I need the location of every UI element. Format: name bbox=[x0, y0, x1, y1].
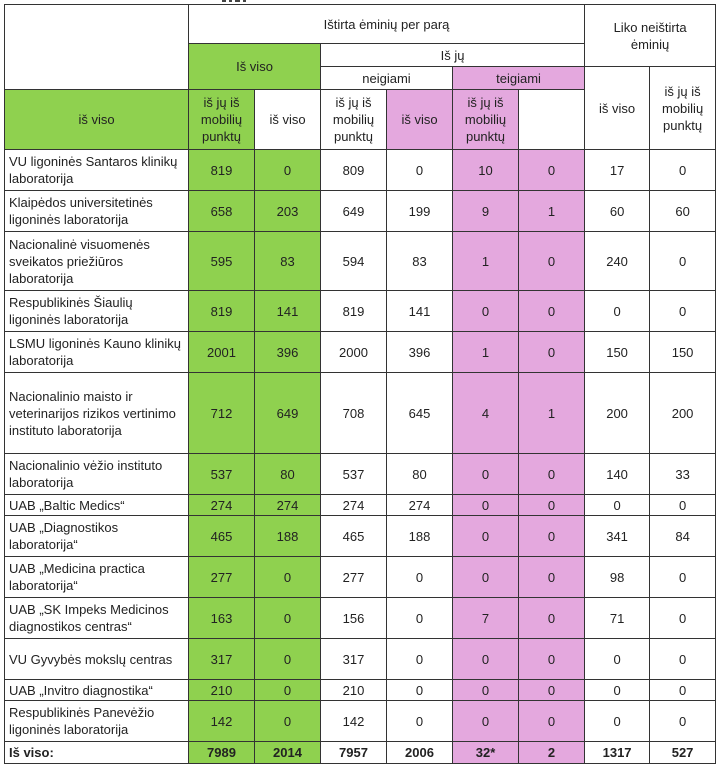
remaining-cell: 0 bbox=[585, 639, 650, 680]
total-cell: 210 bbox=[189, 680, 255, 701]
total-cell: 274 bbox=[189, 495, 255, 516]
total-cell: 537 bbox=[189, 454, 255, 495]
remaining-cell: 17 bbox=[585, 150, 650, 191]
total-cell: 2001 bbox=[189, 332, 255, 373]
table-row bbox=[5, 332, 716, 373]
total-cell: 819 bbox=[189, 150, 255, 191]
negative-cell: 210 bbox=[321, 680, 387, 701]
total-mobile-cell: 649 bbox=[255, 373, 321, 454]
positive-cell: 9 bbox=[453, 191, 519, 232]
negative-mobile-cell: 274 bbox=[387, 495, 453, 516]
total-cell: 465 bbox=[189, 516, 255, 557]
negative-cell: 274 bbox=[321, 495, 387, 516]
lab-name-cell: UAB „Invitro diagnostika“ bbox=[5, 680, 189, 701]
total-remaining-mobile-cell: 527 bbox=[650, 742, 716, 764]
remaining-mobile-cell: 150 bbox=[650, 332, 716, 373]
header-positive: teigiami bbox=[453, 67, 585, 90]
positive-mobile-cell: 0 bbox=[519, 332, 585, 373]
lab-name-cell: UAB „Medicina practica laboratorija“ bbox=[5, 557, 189, 598]
total-row bbox=[5, 742, 716, 764]
remaining-cell: 200 bbox=[585, 373, 650, 454]
positive-cell: 1 bbox=[453, 332, 519, 373]
total-mobile-cell: 396 bbox=[255, 332, 321, 373]
lab-name-cell: Nacionalinė visuomenės sveikatos priežiūros laboratorija bbox=[5, 232, 189, 291]
total-total-cell: 7989 bbox=[189, 742, 255, 764]
header-row-1 bbox=[5, 5, 716, 44]
total-cell: 277 bbox=[189, 557, 255, 598]
positive-cell: 4 bbox=[453, 373, 519, 454]
remaining-mobile-cell: 200 bbox=[650, 373, 716, 454]
positive-cell: 0 bbox=[453, 291, 519, 332]
positive-mobile-cell: 0 bbox=[519, 232, 585, 291]
total-label: Iš viso: bbox=[5, 742, 189, 764]
negative-mobile-cell: 0 bbox=[387, 701, 453, 742]
negative-mobile-cell: 645 bbox=[387, 373, 453, 454]
negative-mobile-cell: 80 bbox=[387, 454, 453, 495]
positive-cell: 0 bbox=[453, 701, 519, 742]
remaining-cell: 0 bbox=[585, 291, 650, 332]
remaining-mobile-cell: 0 bbox=[650, 291, 716, 332]
table-row bbox=[5, 232, 716, 291]
table-row bbox=[5, 639, 716, 680]
remaining-mobile-cell: 60 bbox=[650, 191, 716, 232]
total-total-mobile-cell: 2014 bbox=[255, 742, 321, 764]
lab-name-cell: UAB „Diagnostikos laboratorija“ bbox=[5, 516, 189, 557]
table-row bbox=[5, 291, 716, 332]
remaining-cell: 0 bbox=[585, 495, 650, 516]
header-of-total: Iš viso bbox=[189, 44, 321, 90]
remaining-mobile-cell: 0 bbox=[650, 232, 716, 291]
table-row bbox=[5, 454, 716, 495]
header-remaining-mobile: iš jų iš mobilių punktų bbox=[650, 67, 716, 150]
header-negative: neigiami bbox=[321, 67, 453, 90]
total-negative-cell: 7957 bbox=[321, 742, 387, 764]
positive-mobile-cell: 1 bbox=[519, 373, 585, 454]
negative-cell: 317 bbox=[321, 639, 387, 680]
total-cell: 317 bbox=[189, 639, 255, 680]
positive-cell: 0 bbox=[453, 680, 519, 701]
header-total-mobile: iš jų iš mobilių punktų bbox=[189, 90, 255, 150]
positive-cell: 0 bbox=[453, 516, 519, 557]
total-mobile-cell: 80 bbox=[255, 454, 321, 495]
table-row bbox=[5, 598, 716, 639]
positive-mobile-cell: 0 bbox=[519, 557, 585, 598]
table-body bbox=[5, 5, 716, 764]
lab-name-cell: UAB „Baltic Medics“ bbox=[5, 495, 189, 516]
lab-name-cell: VU Gyvybės mokslų centras bbox=[5, 639, 189, 680]
table-row bbox=[5, 150, 716, 191]
total-remaining-cell: 1317 bbox=[585, 742, 650, 764]
header-corner-cell bbox=[5, 5, 189, 90]
lab-results-table bbox=[4, 4, 716, 764]
total-cell: 658 bbox=[189, 191, 255, 232]
header-tested-per-day: Ištirta ėminių per parą bbox=[189, 5, 585, 44]
negative-mobile-cell: 199 bbox=[387, 191, 453, 232]
total-cell: 595 bbox=[189, 232, 255, 291]
negative-mobile-cell: 188 bbox=[387, 516, 453, 557]
remaining-cell: 0 bbox=[585, 680, 650, 701]
negative-cell: 809 bbox=[321, 150, 387, 191]
negative-mobile-cell: 0 bbox=[387, 598, 453, 639]
remaining-cell: 140 bbox=[585, 454, 650, 495]
negative-cell: 142 bbox=[321, 701, 387, 742]
remaining-mobile-cell: 33 bbox=[650, 454, 716, 495]
remaining-cell: 60 bbox=[585, 191, 650, 232]
positive-cell: 1 bbox=[453, 232, 519, 291]
lab-name-cell: VU ligoninės Santaros klinikų laboratorija bbox=[5, 150, 189, 191]
remaining-cell: 150 bbox=[585, 332, 650, 373]
remaining-cell: 71 bbox=[585, 598, 650, 639]
remaining-mobile-cell: 0 bbox=[650, 680, 716, 701]
positive-mobile-cell: 0 bbox=[519, 598, 585, 639]
remaining-mobile-cell: 0 bbox=[650, 495, 716, 516]
lab-name-cell: Respublikinės Šiaulių ligoninės laboratorija bbox=[5, 291, 189, 332]
lab-name-cell: Klaipėdos universitetinės ligoninės laboratorija bbox=[5, 191, 189, 232]
total-cell: 712 bbox=[189, 373, 255, 454]
positive-cell: 0 bbox=[453, 454, 519, 495]
total-cell: 163 bbox=[189, 598, 255, 639]
table-row bbox=[5, 191, 716, 232]
negative-mobile-cell: 0 bbox=[387, 150, 453, 191]
positive-cell: 7 bbox=[453, 598, 519, 639]
header-remaining-total: iš viso bbox=[585, 67, 650, 150]
total-negative-mobile-cell: 2006 bbox=[387, 742, 453, 764]
total-cell: 819 bbox=[189, 291, 255, 332]
header-negative-mobile: iš jų iš mobilių punktų bbox=[321, 90, 387, 150]
negative-cell: 649 bbox=[321, 191, 387, 232]
positive-mobile-cell: 0 bbox=[519, 516, 585, 557]
positive-mobile-cell: 0 bbox=[519, 495, 585, 516]
header-of-them: Iš jų bbox=[321, 44, 585, 67]
total-mobile-cell: 0 bbox=[255, 598, 321, 639]
positive-mobile-cell: 0 bbox=[519, 639, 585, 680]
remaining-cell: 98 bbox=[585, 557, 650, 598]
positive-mobile-cell: 1 bbox=[519, 191, 585, 232]
total-mobile-cell: 141 bbox=[255, 291, 321, 332]
total-mobile-cell: 0 bbox=[255, 557, 321, 598]
negative-cell: 465 bbox=[321, 516, 387, 557]
positive-mobile-cell: 0 bbox=[519, 454, 585, 495]
table-row bbox=[5, 701, 716, 742]
negative-mobile-cell: 0 bbox=[387, 680, 453, 701]
table-row bbox=[5, 557, 716, 598]
remaining-mobile-cell: 0 bbox=[650, 557, 716, 598]
total-mobile-cell: 0 bbox=[255, 701, 321, 742]
lab-name-cell: Respublikinės Panevėžio ligoninės laboratorija bbox=[5, 701, 189, 742]
remaining-cell: 0 bbox=[585, 701, 650, 742]
positive-cell: 0 bbox=[453, 557, 519, 598]
negative-cell: 156 bbox=[321, 598, 387, 639]
total-mobile-cell: 0 bbox=[255, 150, 321, 191]
table-row bbox=[5, 495, 716, 516]
header-total-sub: iš viso bbox=[5, 90, 189, 150]
negative-cell: 2000 bbox=[321, 332, 387, 373]
positive-mobile-cell: 0 bbox=[519, 680, 585, 701]
negative-mobile-cell: 141 bbox=[387, 291, 453, 332]
negative-mobile-cell: 396 bbox=[387, 332, 453, 373]
remaining-cell: 341 bbox=[585, 516, 650, 557]
remaining-mobile-cell: 0 bbox=[650, 150, 716, 191]
total-mobile-cell: 0 bbox=[255, 680, 321, 701]
total-mobile-cell: 274 bbox=[255, 495, 321, 516]
positive-cell: 0 bbox=[453, 639, 519, 680]
positive-cell: 0 bbox=[453, 495, 519, 516]
remaining-mobile-cell: 0 bbox=[650, 598, 716, 639]
positive-mobile-cell: 0 bbox=[519, 701, 585, 742]
remaining-cell: 240 bbox=[585, 232, 650, 291]
header-negative-total: iš viso bbox=[255, 90, 321, 150]
positive-mobile-cell: 0 bbox=[519, 291, 585, 332]
remaining-mobile-cell: 84 bbox=[650, 516, 716, 557]
total-mobile-cell: 83 bbox=[255, 232, 321, 291]
total-positive-mobile-cell: 2 bbox=[519, 742, 585, 764]
negative-cell: 277 bbox=[321, 557, 387, 598]
lab-name-cell: LSMU ligoninės Kauno klinikų laboratorija bbox=[5, 332, 189, 373]
negative-cell: 594 bbox=[321, 232, 387, 291]
positive-mobile-cell: 0 bbox=[519, 150, 585, 191]
header-positive-mobile: iš jų iš mobilių punktų bbox=[453, 90, 519, 150]
negative-mobile-cell: 0 bbox=[387, 639, 453, 680]
negative-cell: 819 bbox=[321, 291, 387, 332]
header-remaining: Liko neištirta ėminių bbox=[585, 5, 716, 67]
negative-mobile-cell: 0 bbox=[387, 557, 453, 598]
header-positive-total: iš viso bbox=[387, 90, 453, 150]
remaining-mobile-cell: 0 bbox=[650, 701, 716, 742]
negative-cell: 708 bbox=[321, 373, 387, 454]
negative-cell: 537 bbox=[321, 454, 387, 495]
positive-cell: 10 bbox=[453, 150, 519, 191]
lab-name-cell: Nacionalinio vėžio instituto laboratorija bbox=[5, 454, 189, 495]
total-positive-cell: 32* bbox=[453, 742, 519, 764]
negative-mobile-cell: 83 bbox=[387, 232, 453, 291]
lab-name-cell: UAB „SK Impeks Medicinos diagnostikos centras“ bbox=[5, 598, 189, 639]
total-mobile-cell: 203 bbox=[255, 191, 321, 232]
table-row bbox=[5, 373, 716, 454]
table-row bbox=[5, 680, 716, 701]
total-mobile-cell: 188 bbox=[255, 516, 321, 557]
total-cell: 142 bbox=[189, 701, 255, 742]
lab-name-cell: Nacionalinio maisto ir veterinarijos rizikos vertinimo instituto laboratorija bbox=[5, 373, 189, 454]
remaining-mobile-cell: 0 bbox=[650, 639, 716, 680]
total-mobile-cell: 0 bbox=[255, 639, 321, 680]
table-row bbox=[5, 516, 716, 557]
